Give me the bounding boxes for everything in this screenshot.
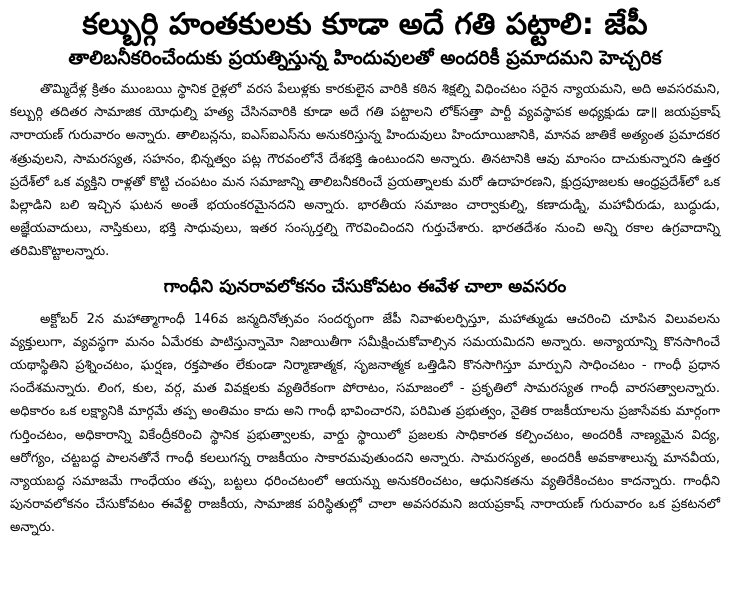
headline: కల్బుర్గి హంతకులకు కూడా అదే గతి పట్టాలి: జేపీ (82, 7, 648, 42)
body-paragraph-1: తొమ్మిదేళ్ల క్రితం ముంబయి స్థానిక రైళ్లలో వరస పేలుళ్లకు కారకులైన వారికి కఠిన శిక్షల్ని విధించటం సరైన న్యాయమని, అది అవసరమని, కల్బుర్గి తదితర సామాజిక యోధుల్ని హత్య చేసినవారికి కూడా అదే గతి పట్టాలని లోక్‌సత్తా పార్టీ వ్యవస్థాపక అధ్యక్షుడు డా॥ జయప్రకాష్ నారాయణ్ గురువారం అన్నారు. తాలిబన్లను, ఐఎస్ఐఎస్‌ను అనుకరిస్తున్న హిందువులు హిందూయిజానికి, మానవ జాతికే అత్యంత ప్రమాదకర శత్రువులని, సామరస్యత, సహనం, భిన్నత్వం పట్ల గౌరవంలోనే దేశభక్తి ఉంటుందని అన్నారు. తినటానికి ఆవు మాంసం దాచుకున్నారని ఉత్తర ప్రదేశ్‌లో ఒక వ్యక్తిని రాళ్లతో కొట్టి చంపటం మన సమాజాన్ని తాలిబనీకరించే ప్రయత్నాలకు మరో ఉదాహరణని, క్షుద్రపూజలకు ఆంధ్రప్రదేశ్‌లో ఒక పిల్లాడిని బలి ఇచ్చిన ఘటన అంతే భయంకరమైనదని అన్నారు. భారతీయ సమాజం చార్వాకుల్ని, కణాదుడ్ని, మహావీరుడు, బుద్ధుడు, అజ్ఞేయవాదులు, నాస్తికులు, భక్తి సాధువులు, ఇతర సంస్కర్తల్ని గౌరవించిందని గుర్తుచేశారు. భారతదేశం నుంచి అన్ని రకాల ఉగ్రవాదాన్ని తరిమికొట్టాలన్నారు. (10, 82, 720, 260)
subheadline: తాలిబనీకరించేందుకు ప్రయత్నిస్తున్న హిందువులతో అందరికీ ప్రమాదమని హెచ్చరిక (68, 47, 662, 69)
body-paragraph-2: అక్టోబర్ 2న మహాత్మాగాంధీ 146వ జన్మదినోత్సవం సందర్భంగా జేపీ నివాళులర్పిస్తూ, మహాత్ముడు ఆచరించి చూపిన విలువలను వ్యక్తులుగా, వ్యవస్థగా మనం ఏమేరకు పాటిస్తున్నామో నిజాయితీగా సమీక్షించుకోవాల్సిన సమయమిదని అన్నారు. అన్యాయాన్ని కొనసాగించే యథాస్థితిని ప్రశ్నించటం, ఘర్షణ, రక్తపాతం లేకుండా నిర్మాణాత్మక, సృజనాత్మక ఒత్తిడిని కొనసాగిస్తూ మార్పుని సాధించటం - గాంధీ ప్రధాన సందేశమన్నారు. లింగ, కుల, వర్గ, మత వివక్షలకు వ్యతిరేకంగా పోరాటం, సమాజంలో - ప్రకృతిలో సామరస్యత గాంధీ వారసత్వాలన్నారు. అధికారం ఒక లక్ష్యానికి మార్గమే తప్ప అంతిమం కాదు అని గాంధీ భావించారని, పరిమిత ప్రభుత్వం, నైతిక రాజకీయాలను ప్రజాసేవకు మార్గంగా గుర్తించటం, అధికారాన్ని వికేంద్రీకరించి స్థానిక ప్రభుత్వాలకు, వార్డు స్థాయిలో ప్రజలకు సాధికారత కల్పించటం, అందరికీ నాణ్యమైన విద్య, ఆరోగ్యం, చట్టబద్ధ పాలనతోనే గాంధీ కలలుగన్న రాజకీయం సాకారమవుతుందని అన్నారు. సామరస్యత, అందరికీ అవకాశాలున్న మానవీయ, న్యాయబద్ధ సమాజమే గాంధేయం తప్ప, బట్టలు ధరించటంలో ఆయన్ను అనుకరించటం, ఆధునికతను వ్యతిరేకించటం కాదన్నారు. గాంధీని పునరావలోకనం చేసుకోవటం ఈవేళ్టి రాజకీయ, సామాజిక పరిస్థితుల్లో చాలా అవసరమని జయప్రకాష్ నారాయణ్ గురువారం ఒక ప్రకటనలో అన్నారు. (10, 311, 720, 536)
section-heading: గాంధీని పునరావలోకనం చేసుకోవటం ఈవేళ చాలా అవసరం (163, 276, 567, 297)
